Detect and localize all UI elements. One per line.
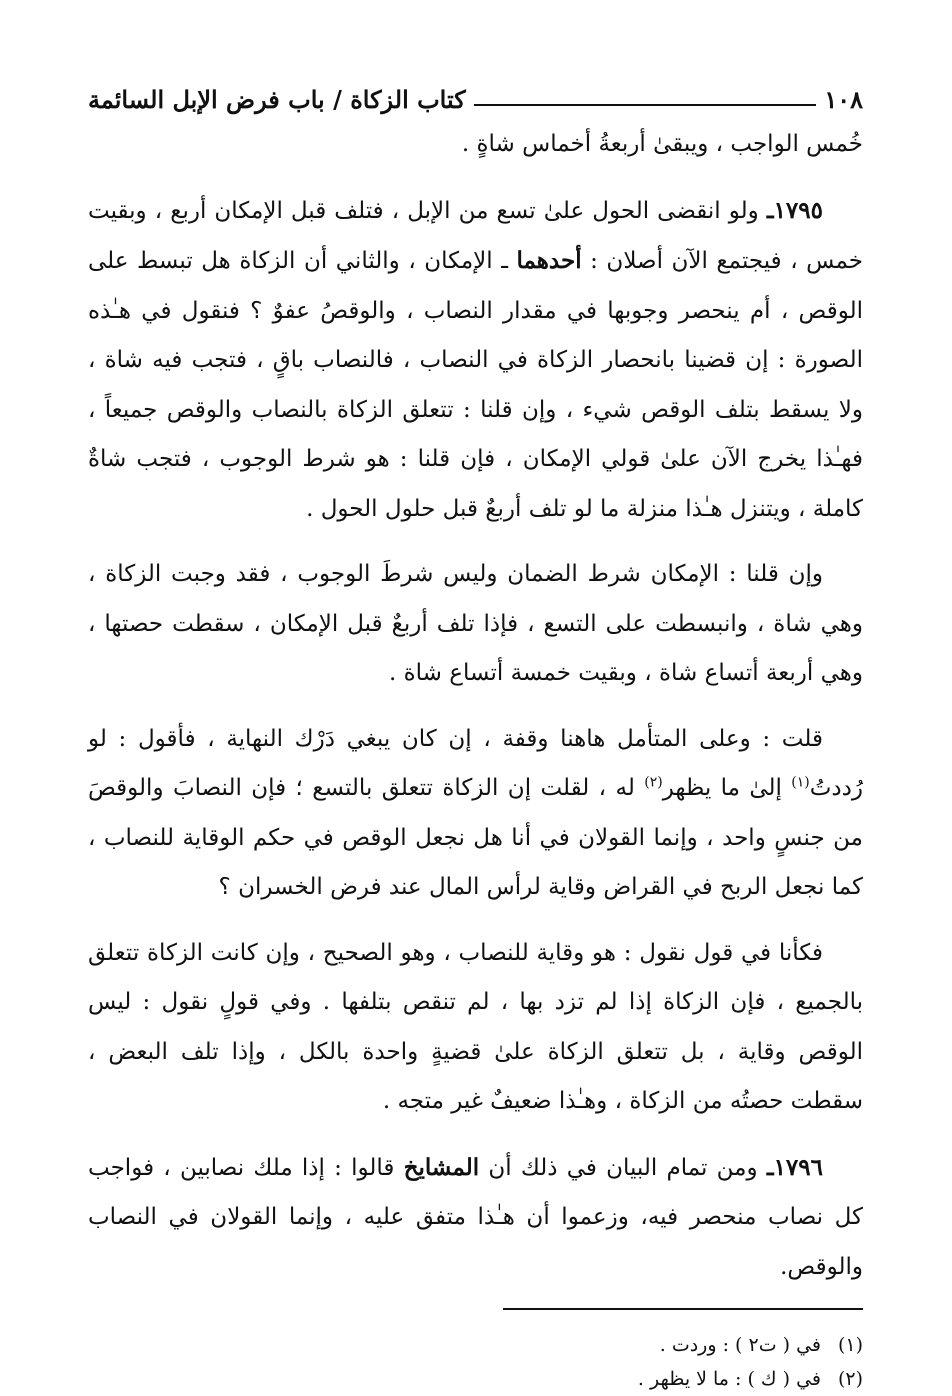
paragraph-with-footnote-refs	[88, 715, 863, 913]
footnote-number: (١)	[837, 1334, 863, 1356]
page-number: ١٠٨	[824, 85, 863, 114]
paragraph-text: ـ الإمكان ، والثاني أن الزكاة هل تبسط على الوقص ، أم ينحصر وجوبها في مقدار النصاب ، والوقصُ عفوٌ ؟ فنقول في هـٰذه الصورة : إن قضينا بانحصار الزكاة في النصاب ، فالنصاب باقٍ ، فتجب فيه شاة ، ولا يسقط بتلف الوقص شيء ، وإن قلنا : تتعلق الزكاة بالنصاب والوقص جميعاً ، فهـٰذا يخرج الآن علىٰ قولي الإمكان ، فإن قلنا : هو شرط الوجوب ، فتجب شاةٌ كاملة ، ويتنزل هـٰذا منزلة ما لو تلف أربعٌ قبل حلول الحول .	[88, 248, 863, 522]
paragraph-text: ومن تمام البيان في ذلك أن	[479, 1154, 767, 1181]
paragraph-text: له ، لقلت إن الزكاة تتعلق بالتسع ؛ فإن النصابَ والوقصَ من جنسٍ واحد ، وإنما القولان في أنا هل نجعل الوقص في حكم الوقاية للنصاب ، كما نجعل الربح في القراض وقاية لرأس المال عند فرض الخسران ؟	[88, 775, 863, 900]
paragraph-text: فكأنا في قول نقول : هو وقاية للنصاب ، وهو الصحيح ، وإن كانت الزكاة تتعلق بالجميع ، فإن الزكاة إذا لم تزد بها ، لم تنقص بتلفها . وفي قولٍ نقول : ليس الوقص وقاية ، بل تتعلق الزكاة علىٰ قضيةٍ واحدة بالكل ، وإذا تلف البعض ، سقطت حصتُه من الزكاة ، وهـٰذا ضعيفٌ غير متجه .	[88, 939, 863, 1114]
bold-term: أحدهما	[516, 247, 582, 274]
paragraph-text: إلىٰ ما يظهر	[662, 775, 792, 801]
paragraph-issue-1795	[88, 186, 863, 535]
paragraph-text: خُمس الواجب ، ويبقىٰ أربعةُ أخماس شاةٍ .	[461, 131, 863, 157]
running-title: كتاب الزكاة / باب فرض الإبل السائمة	[88, 85, 466, 114]
header-rule	[474, 104, 817, 106]
main-text	[88, 120, 863, 1292]
paragraph-text: قالوا : إذا ملك نصابين ، فواجب كل نصاب منحصر فيه، وزعموا أن هـٰذا متفق عليه ، وإنما القولان في النصاب والوقص.	[88, 1154, 863, 1280]
footnotes	[88, 1328, 863, 1396]
paragraph-text: وإن قلنا : الإمكان شرط الضمان وليس شرطَ الوجوب ، فقد وجبت الزكاة ، وهي شاة ، وانبسطت على التسع ، فإذا تلف أربعٌ قبل الإمكان ، سقطت حصتها ، وهي أربعة أتساع شاة ، وبقيت خمسة أتساع شاة .	[88, 561, 863, 686]
footnote-separator	[503, 1308, 863, 1310]
footnote-1	[88, 1328, 863, 1362]
paragraph-text: قلت : وعلى المتأمل هاهنا وقفة ، إن كان يبغي دَرْك النهاية ، فأقول : لو رُددتُ	[88, 725, 864, 801]
paragraph	[88, 929, 863, 1127]
paragraph-text: ولو انقضى الحول علىٰ تسع من الإبل ، فتلف قبل الإمكان أربع ، وبقيت خمس ، فيجتمع الآن أصلان :	[88, 197, 863, 274]
footnote-text: في ( ت٢ ) : وردت .	[659, 1334, 821, 1356]
footnote-number: (٢)	[837, 1368, 863, 1390]
issue-number: ١٧٩٥ـ	[766, 196, 823, 224]
paragraph-issue-1796	[88, 1143, 863, 1293]
paragraph	[88, 550, 863, 699]
issue-number: ١٧٩٦ـ	[766, 1153, 823, 1181]
footnote-reference-1[interactable]: (١)	[791, 774, 810, 791]
paragraph-continuation	[88, 120, 863, 170]
book-page	[88, 70, 863, 1396]
footnote-text: في ( ك ) : ما لا يظهر .	[637, 1368, 821, 1390]
running-header	[88, 70, 863, 114]
footnote-2	[88, 1362, 863, 1396]
bold-term: المشايخ	[403, 1153, 480, 1181]
footnote-reference-2[interactable]: (٢)	[644, 774, 663, 791]
